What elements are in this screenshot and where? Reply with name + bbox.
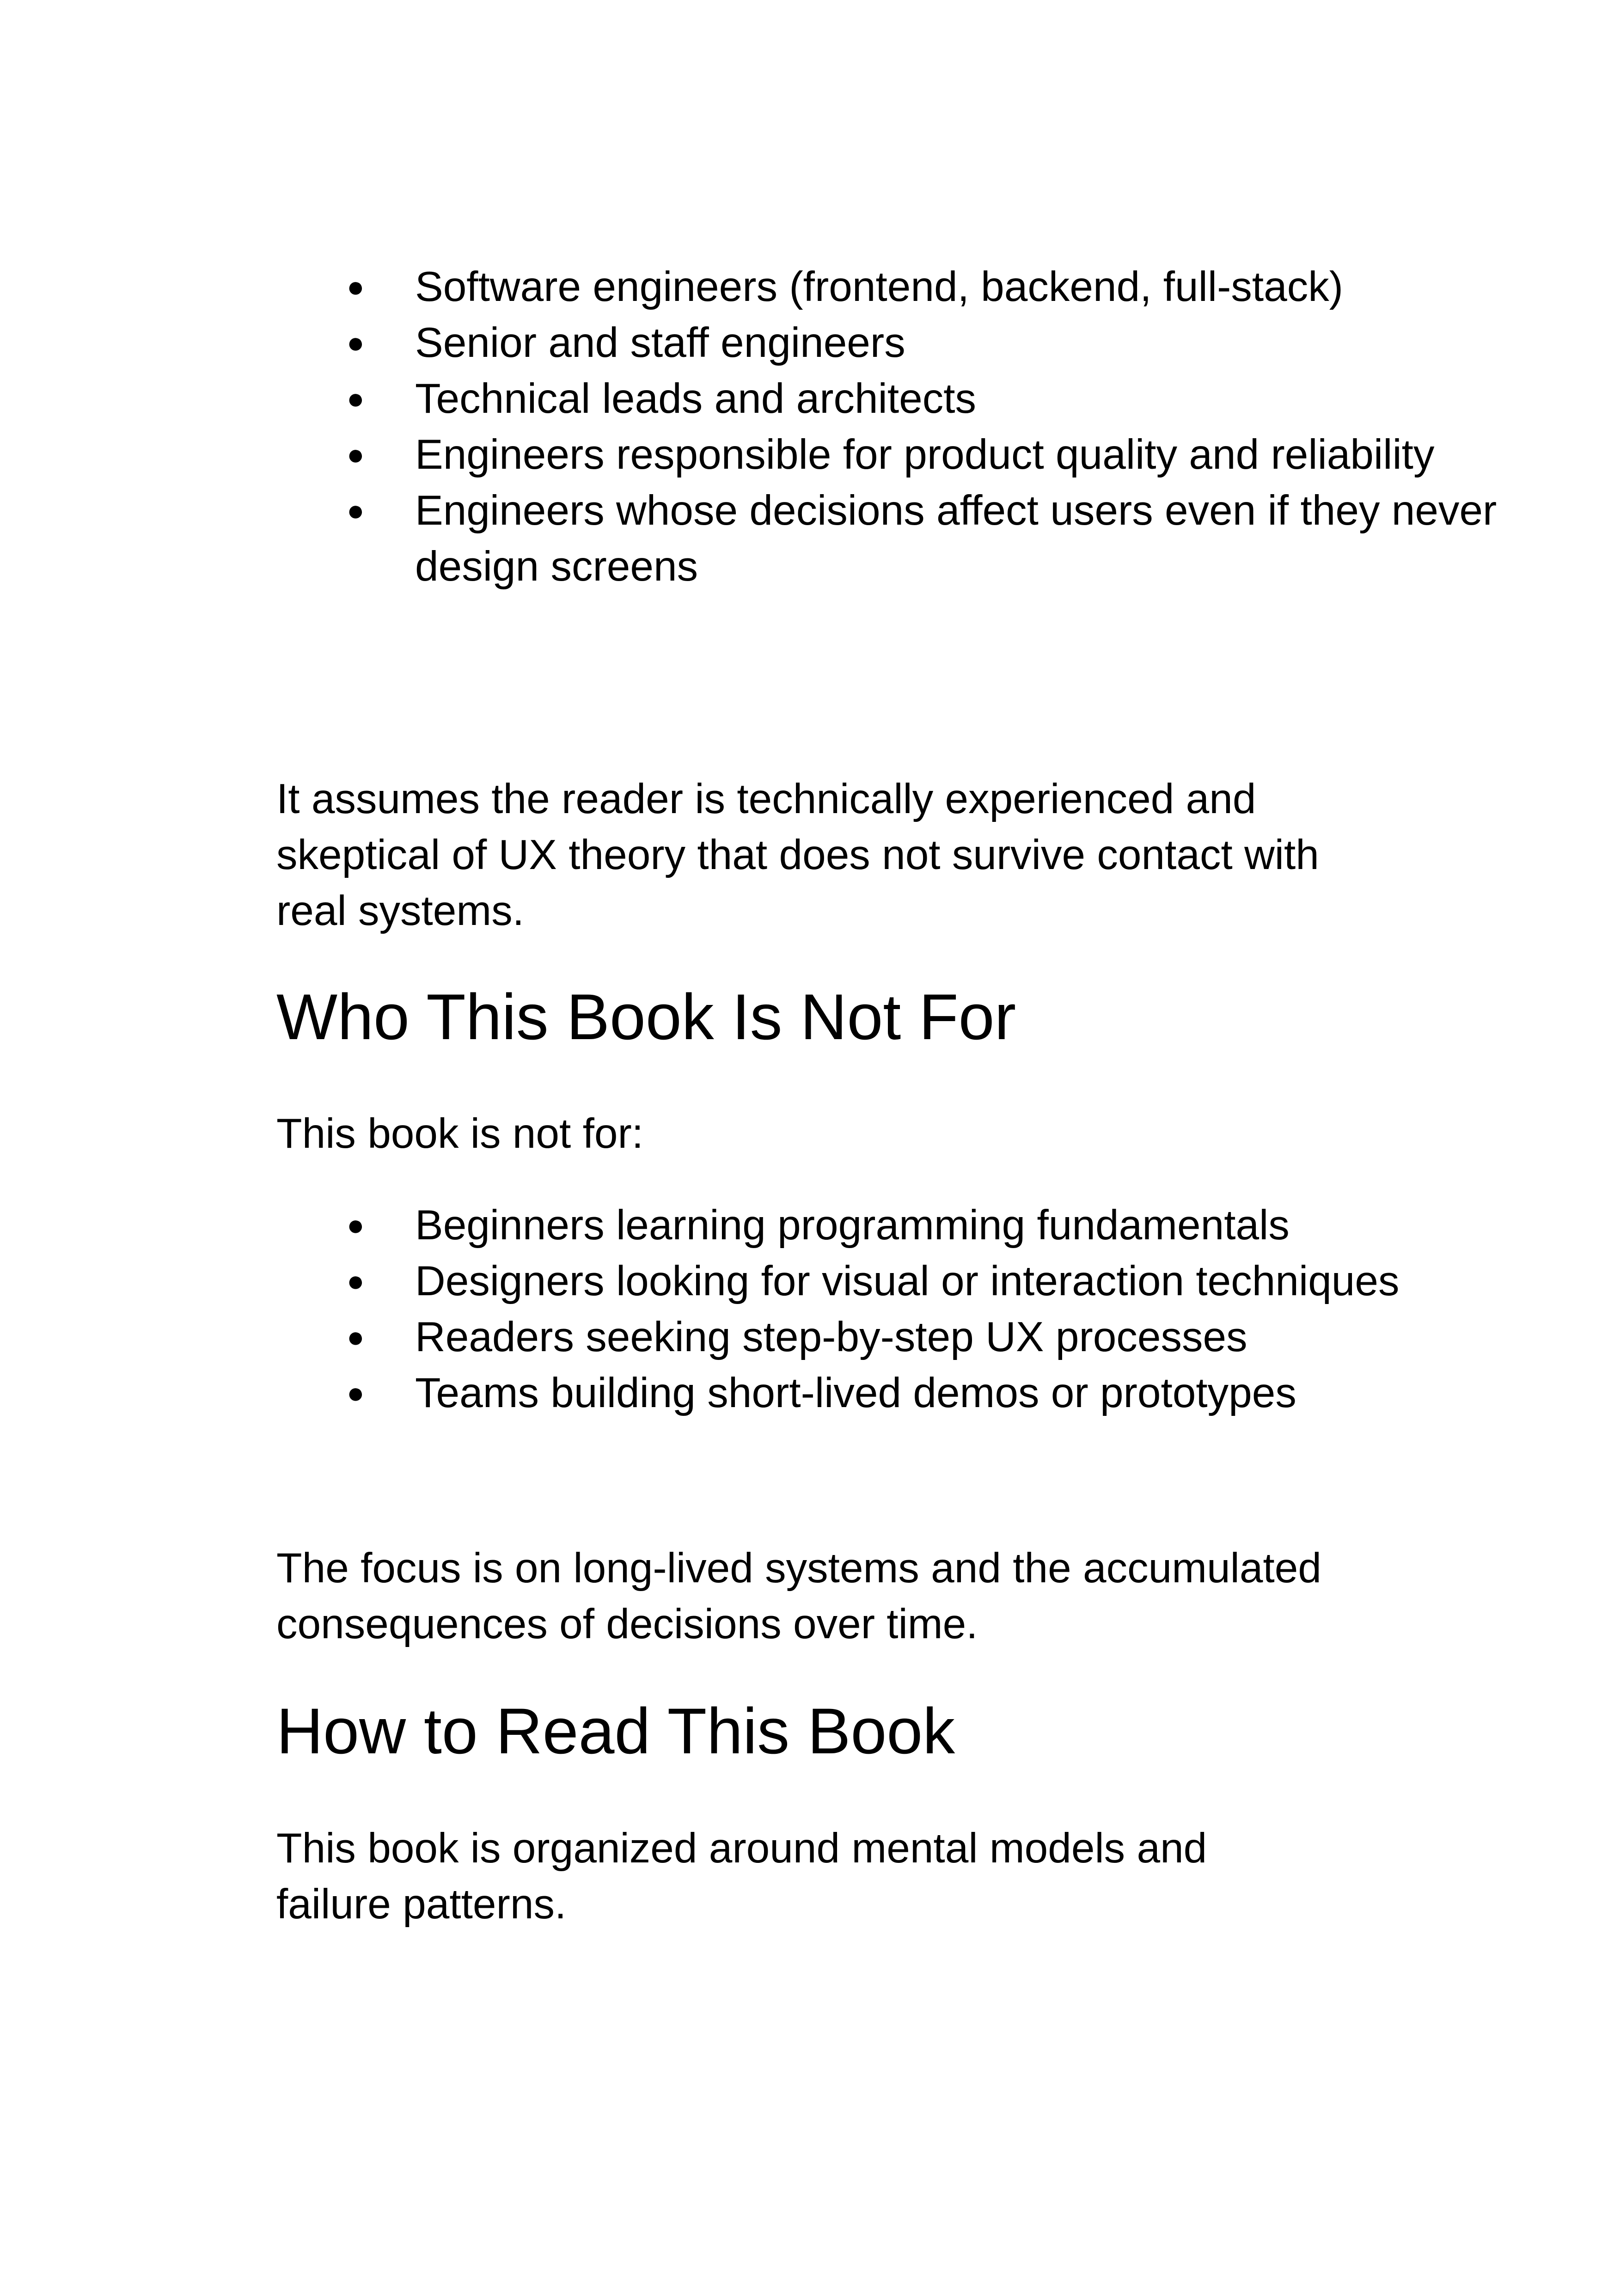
list-item-text: Readers seeking step-by-step UX processes xyxy=(415,1314,1247,1360)
bullet-icon: ● xyxy=(347,382,365,415)
list-item xyxy=(276,1365,1529,1421)
how-to-read-paragraph: This book is organized around mental models and failure patterns. xyxy=(276,1825,1207,1928)
list-item xyxy=(276,315,1344,371)
list-item-text: Teams building short-lived demos or prototypes xyxy=(415,1370,1296,1416)
list-item-text: Designers looking for visual or interaction techniques xyxy=(415,1258,1400,1304)
bullet-icon: ● xyxy=(347,1320,365,1353)
list-item-text: Engineers whose decisions affect users even if they never design screens xyxy=(415,487,1497,590)
list-item xyxy=(276,1309,1529,1365)
bullet-icon: ● xyxy=(347,326,365,359)
list-item-text: Engineers responsible for product quality and reliability xyxy=(415,431,1435,478)
list-item xyxy=(276,483,1575,594)
bullet-icon: ● xyxy=(347,494,365,527)
bullet-icon: ● xyxy=(347,1376,365,1409)
bullet-icon: ● xyxy=(347,438,365,471)
not-for-list xyxy=(276,1197,1400,1421)
list-item xyxy=(276,427,1529,483)
audience-list xyxy=(276,259,1497,594)
list-item-text: Technical leads and architects xyxy=(415,375,977,422)
list-item xyxy=(276,371,1344,427)
bullet-icon: ● xyxy=(347,1264,365,1298)
not-for-heading: Who This Book Is Not For xyxy=(276,980,1016,1053)
assumption-paragraph: It assumes the reader is technically experienced and skeptical of UX theory that does not survive contact with real systems. xyxy=(276,776,1319,934)
list-item-text: Beginners learning programming fundamentals xyxy=(415,1202,1290,1249)
list-item xyxy=(276,1253,1432,1309)
list-item-text: Software engineers (frontend, backend, full-stack) xyxy=(415,263,1344,310)
focus-paragraph: The focus is on long-lived systems and the accumulated consequences of decisions over time. xyxy=(276,1545,1322,1647)
how-to-read-heading: How to Read This Book xyxy=(276,1695,955,1767)
not-for-intro: This book is not for: xyxy=(276,1110,644,1157)
bullet-icon: ● xyxy=(347,270,365,303)
list-item-text: Senior and staff engineers xyxy=(415,319,905,366)
list-item xyxy=(276,1197,1529,1253)
list-item xyxy=(276,259,1344,315)
bullet-icon: ● xyxy=(347,1208,365,1242)
